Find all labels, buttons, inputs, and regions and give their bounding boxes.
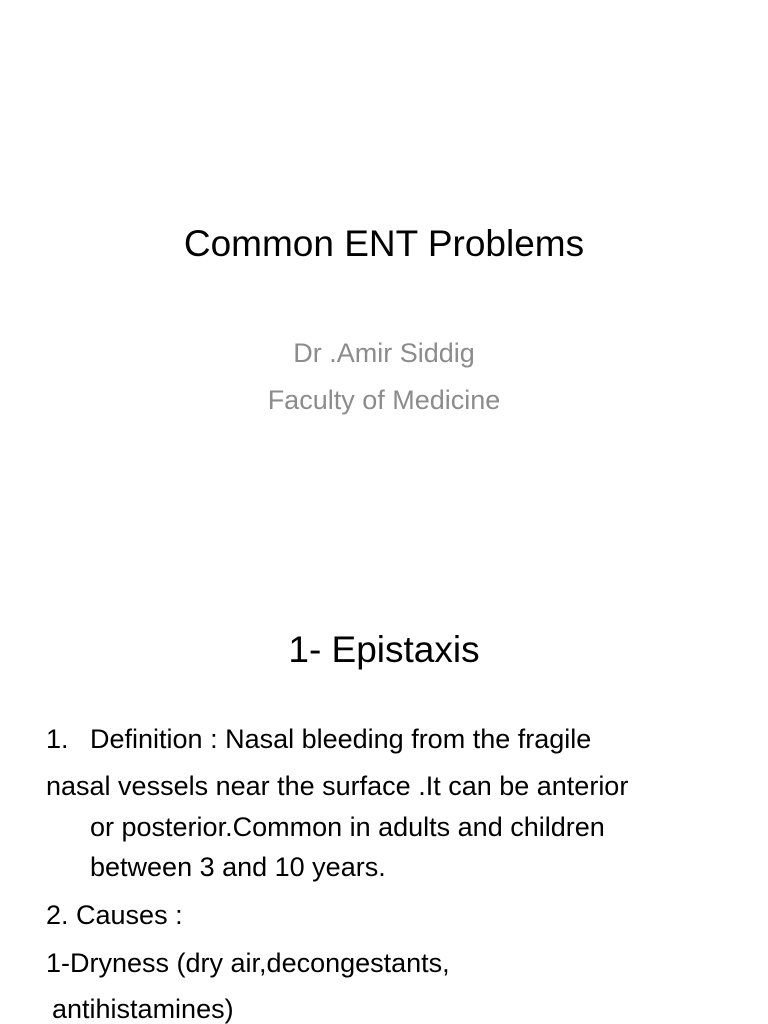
definition-line-3: or posterior.Common in adults and children [90, 812, 605, 842]
faculty-name: Faculty of Medicine [267, 385, 501, 415]
slide-title: 1- Epistaxis [288, 629, 480, 670]
epistaxis-slide [0, 576, 768, 1024]
cause-item-1: 1-Dryness (dry air,decongestants, [46, 948, 450, 978]
cause-item-1-continued: antihistamines) [52, 994, 234, 1024]
definition-line-2: nasal vessels near the surface .It can be anterior [46, 771, 629, 801]
definition-text: Definition : Nasal bleeding from the fragile [90, 724, 592, 754]
definition-item [46, 719, 746, 759]
author-name: Dr .Amir Siddig [293, 338, 475, 368]
definition-line-4: between 3 and 10 years. [90, 852, 386, 882]
list-number: 1. [46, 724, 69, 754]
causes-heading: 2. Causes : [46, 900, 183, 930]
presentation-title: Common ENT Problems [183, 223, 585, 264]
